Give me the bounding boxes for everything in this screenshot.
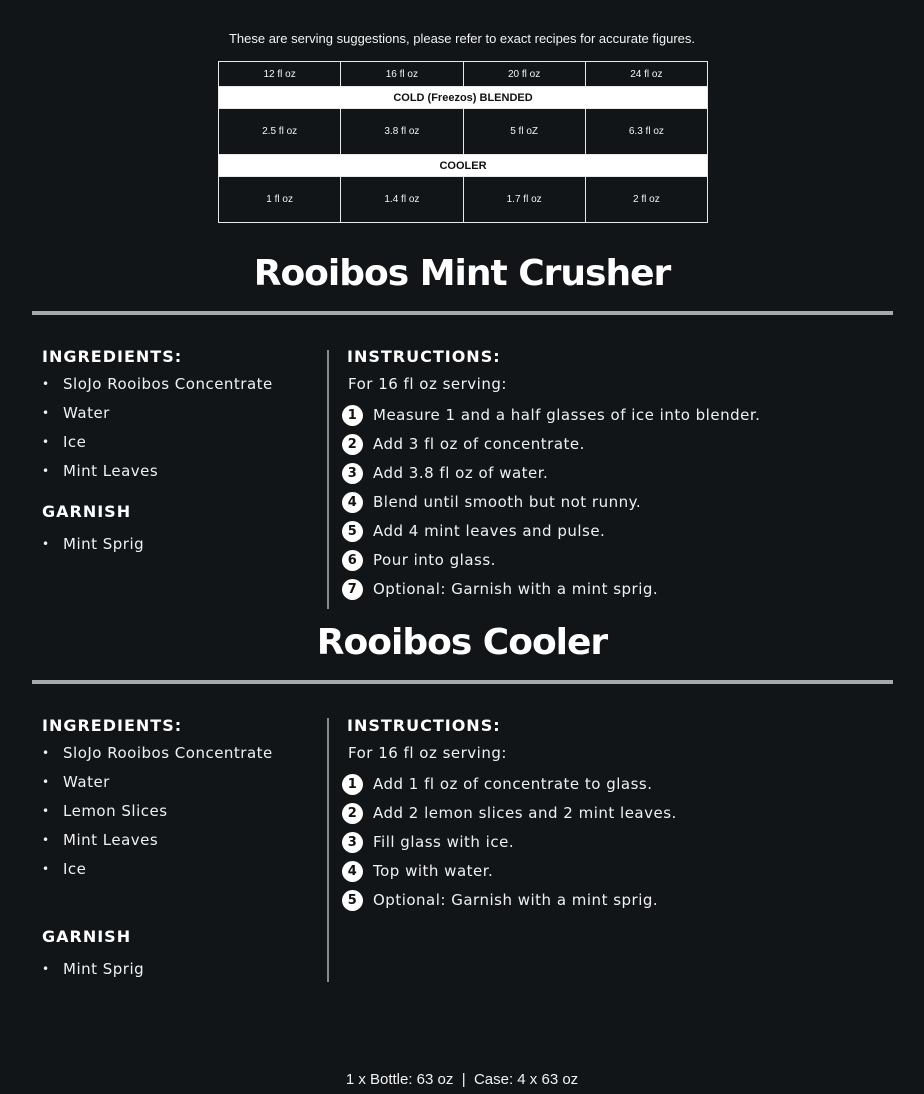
ingredients-list	[42, 370, 322, 486]
step-item	[342, 488, 902, 517]
section-divider	[32, 680, 893, 684]
step-text: Add 1 fl oz of concentrate to glass.	[373, 775, 653, 793]
instructions-heading: INSTRUCTIONS:	[347, 716, 501, 735]
value-cell: 3.8 fl oz	[341, 109, 463, 155]
section-band	[219, 87, 708, 109]
value-cell: 5 fl oZ	[463, 109, 585, 155]
step-item	[342, 799, 902, 828]
column-divider	[327, 718, 329, 982]
step-item	[342, 575, 902, 604]
step-number-icon: 4	[342, 861, 363, 882]
list-item: • SloJo Rooibos Concentrate	[42, 739, 322, 768]
recipe-title: Rooibos Mint Crusher	[253, 253, 671, 294]
column-divider	[327, 350, 329, 609]
step-item	[342, 857, 902, 886]
ingredients-heading: INGREDIENTS:	[42, 716, 183, 735]
step-item	[342, 517, 902, 546]
step-item	[342, 886, 902, 915]
garnish-heading: GARNISH	[42, 502, 132, 521]
step-text: Add 2 lemon slices and 2 mint leaves.	[373, 804, 677, 822]
step-number-icon: 3	[342, 463, 363, 484]
size-cell: 12 fl oz	[219, 62, 341, 87]
step-number-icon: 4	[342, 492, 363, 513]
instructions-column	[342, 346, 902, 604]
value-cell: 1 fl oz	[219, 177, 341, 223]
serving-note: These are serving suggestions, please refer to exact recipes for accurate figures.	[228, 31, 696, 46]
value-row	[219, 177, 708, 223]
step-number-icon: 5	[342, 521, 363, 542]
step-number-icon: 5	[342, 890, 363, 911]
list-item: • Water	[42, 768, 322, 797]
section-label: COOLER	[219, 155, 708, 177]
serving-size: For 16 fl oz serving:	[348, 375, 507, 393]
step-item	[342, 828, 902, 857]
section-label: COLD (Freezos) BLENDED	[219, 87, 708, 109]
step-number-icon: 1	[342, 405, 363, 426]
step-item	[342, 459, 902, 488]
step-number-icon: 7	[342, 579, 363, 600]
step-number-icon: 2	[342, 434, 363, 455]
ingredients-column	[42, 346, 322, 559]
section-band	[219, 155, 708, 177]
size-cell: 24 fl oz	[585, 62, 707, 87]
step-text: Top with water.	[373, 862, 494, 880]
list-item: • Mint Leaves	[42, 826, 322, 855]
step-item	[342, 401, 902, 430]
instructions-column	[342, 715, 902, 915]
step-text: Add 3.8 fl oz of water.	[373, 464, 549, 482]
value-cell: 2.5 fl oz	[219, 109, 341, 155]
list-item: • Mint Sprig	[42, 530, 322, 559]
size-cell: 16 fl oz	[341, 62, 463, 87]
step-text: Fill glass with ice.	[373, 833, 515, 851]
step-item	[342, 770, 902, 799]
instructions-heading: INSTRUCTIONS:	[347, 347, 501, 366]
value-row	[219, 109, 708, 155]
step-text: Optional: Garnish with a mint sprig.	[373, 891, 659, 909]
list-item: • Lemon Slices	[42, 797, 322, 826]
steps-list	[342, 401, 902, 604]
garnish-heading: GARNISH	[42, 927, 132, 946]
step-item	[342, 546, 902, 575]
ingredients-list	[42, 739, 322, 884]
ingredients-heading: INGREDIENTS:	[42, 347, 183, 366]
value-cell: 2 fl oz	[585, 177, 707, 223]
serving-size-table	[218, 61, 708, 223]
step-text: Add 4 mint leaves and pulse.	[373, 522, 606, 540]
step-text: Measure 1 and a half glasses of ice into blender.	[373, 406, 761, 424]
serving-size: For 16 fl oz serving:	[348, 744, 507, 762]
value-cell: 1.4 fl oz	[341, 177, 463, 223]
step-number-icon: 2	[342, 803, 363, 824]
size-cell: 20 fl oz	[463, 62, 585, 87]
step-number-icon: 6	[342, 550, 363, 571]
list-item: • SloJo Rooibos Concentrate	[42, 370, 322, 399]
step-text: Add 3 fl oz of concentrate.	[373, 435, 585, 453]
size-row	[219, 62, 708, 87]
ingredients-column	[42, 715, 322, 984]
step-text: Pour into glass.	[373, 551, 496, 569]
value-cell: 6.3 fl oz	[585, 109, 707, 155]
steps-list	[342, 770, 902, 915]
recipe-title: Rooibos Cooler	[316, 622, 608, 663]
step-number-icon: 1	[342, 774, 363, 795]
list-item: • Ice	[42, 855, 322, 884]
list-item: • Ice	[42, 428, 322, 457]
list-item: • Mint Sprig	[42, 955, 322, 984]
section-divider	[32, 311, 893, 315]
step-item	[342, 430, 902, 459]
list-item: • Water	[42, 399, 322, 428]
list-item: • Mint Leaves	[42, 457, 322, 486]
step-text: Optional: Garnish with a mint sprig.	[373, 580, 659, 598]
step-number-icon: 3	[342, 832, 363, 853]
step-text: Blend until smooth but not runny.	[373, 493, 642, 511]
bottle-case-info: 1 x Bottle: 63 oz | Case: 4 x 63 oz	[345, 1071, 579, 1088]
value-cell: 1.7 fl oz	[463, 177, 585, 223]
garnish-list	[42, 530, 322, 559]
garnish-list	[42, 955, 322, 984]
